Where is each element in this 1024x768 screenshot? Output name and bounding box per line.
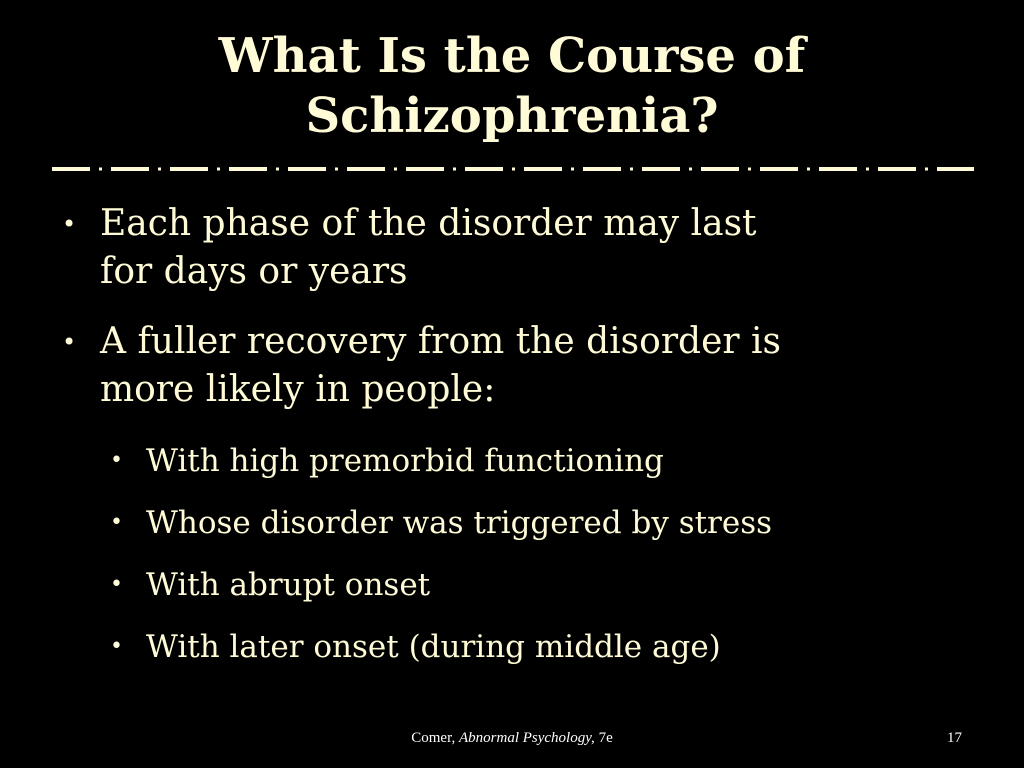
sub-bullet-text: With high premorbid functioning xyxy=(146,443,664,479)
footer-book-title: Abnormal Psychology, xyxy=(458,730,595,746)
footer-edition: 7e xyxy=(598,730,613,746)
slide-title xyxy=(60,26,964,146)
bullet-dot-icon: • xyxy=(62,328,77,356)
sub-bullet-text: Whose disorder was triggered by stress xyxy=(146,505,773,541)
slide-title-line-1: What Is the Course of xyxy=(218,28,806,84)
slide-title-line-2: Schizophrenia? xyxy=(305,88,719,144)
sub-bullet-text: With abrupt onset xyxy=(146,567,431,603)
sub-bullet-list xyxy=(104,438,984,686)
footer-author: Comer, xyxy=(411,730,456,746)
sub-bullet-text: With later onset (during middle age) xyxy=(146,629,721,665)
title-divider xyxy=(52,163,974,175)
bullet-text-line: for days or years xyxy=(100,251,408,292)
bullet-text-line: Each phase of the disorder may last xyxy=(100,203,757,244)
sub-bullet-item xyxy=(104,500,984,546)
bullet-dot-icon: • xyxy=(62,210,77,238)
bullet-text-line: A fuller recovery from the disorder is xyxy=(100,321,782,362)
main-bullet-list xyxy=(58,200,978,436)
sub-bullet-dot-icon: • xyxy=(110,634,123,659)
sub-bullet-dot-icon: • xyxy=(110,448,123,473)
bullet-item xyxy=(58,200,978,296)
sub-bullet-dot-icon: • xyxy=(110,572,123,597)
sub-bullet-item xyxy=(104,624,984,670)
sub-bullet-item xyxy=(104,438,984,484)
footer-citation xyxy=(300,728,724,748)
bullet-item xyxy=(58,318,978,414)
page-number: 17 xyxy=(947,730,962,746)
sub-bullet-item xyxy=(104,562,984,608)
sub-bullet-dot-icon: • xyxy=(110,510,123,535)
bullet-text-line: more likely in people: xyxy=(100,369,496,410)
